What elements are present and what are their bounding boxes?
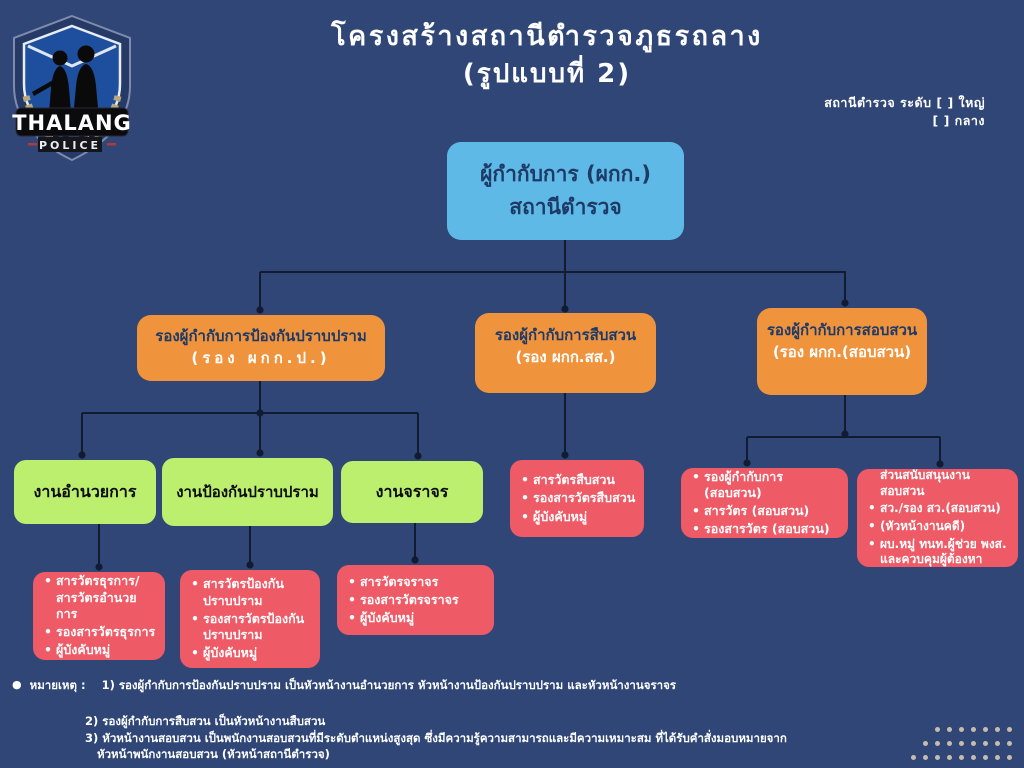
list-item: • รองสารวัตรธุรการ bbox=[43, 624, 157, 640]
station-level-selector bbox=[824, 94, 985, 130]
footnote-1: 1) รองผู้กำกับการป้องกันปราบปราม เป็นหัวหน้างานอำนวยการ หัวหน้างานป้องกันปราบปราม และหัวหน้างานจราจร bbox=[101, 678, 676, 692]
node-deputy-investigation bbox=[475, 313, 656, 393]
node-traffic-unit bbox=[341, 461, 483, 523]
page-title-line2: (รูปแบบที่ 2) bbox=[462, 59, 632, 89]
list-item: • สารวัตรจราจร bbox=[347, 574, 486, 590]
list-item: • รองผู้กำกับการ (สอบสวน) bbox=[691, 469, 840, 502]
list-item: • ผู้บังคับหมู่ bbox=[520, 509, 636, 525]
list-item: • ผู้บังคับหมู่ bbox=[190, 645, 312, 661]
dot-row bbox=[911, 741, 1012, 746]
list-item: • สารวัตรธุรการ/สารวัตรอำนวยการ bbox=[43, 573, 157, 622]
footnotes bbox=[10, 677, 990, 695]
node-prevention-unit-label: งานป้องกันปราบปราม bbox=[176, 483, 319, 501]
list-item: • ผบ.หมู่ ทนท.ผู้ช่วย พงส. และควบคุมผู้ต้องหา bbox=[867, 537, 1010, 568]
logo-title: THALANG bbox=[12, 111, 132, 135]
list-item: • รองสารวัตรป้องกันปราบปราม bbox=[190, 611, 312, 644]
footnote-3-continued: หัวหน้าพนักงานสอบสวน (หัวหน้าสถานีตำรวจ) bbox=[97, 747, 330, 761]
node-deputy-investigation-line1: รองผู้กำกับการสืบสวน bbox=[494, 326, 637, 344]
node-deputy-prevention-line1: รองผู้กำกับการป้องกันปราบปราม bbox=[155, 327, 367, 346]
list-item: • รองสารวัตร (สอบสวน) bbox=[691, 521, 840, 537]
footnote-label: หมายเหตุ : bbox=[29, 678, 86, 692]
node-superintendent-line1: ผู้กำกับการ (ผกก.) bbox=[480, 162, 651, 187]
list-item: • ผู้บังคับหมู่ bbox=[347, 610, 486, 626]
footnote-3: 3) หัวหน้างานสอบสวน เป็นพนักงานสอบสวนที่มีระดับตำแหน่งสูงสุด ซึ่งมีความรู้ความสามารถและมีความเหมาะสม ที่ได้รับคำสั่งมอบหมายจาก bbox=[85, 731, 787, 745]
node-admin-staff bbox=[33, 572, 165, 660]
node-investigation-staff bbox=[510, 460, 644, 537]
node-deputy-inquiry bbox=[757, 308, 927, 395]
node-admin-unit bbox=[14, 460, 156, 524]
node-deputy-inquiry-line2: (รอง ผกก.(สอบสวน) bbox=[772, 342, 912, 361]
inquiry-support-header: ส่วนสนับสนุนงานสอบสวน bbox=[880, 468, 970, 498]
dot-row bbox=[911, 755, 1012, 760]
node-traffic-staff bbox=[337, 565, 494, 635]
station-level-medium: [ ] กลาง bbox=[932, 113, 985, 128]
node-deputy-prevention bbox=[137, 315, 385, 381]
dot-pattern-decoration bbox=[911, 727, 1012, 760]
node-superintendent bbox=[447, 142, 684, 240]
node-deputy-inquiry-line1: รองผู้กำกับการสอบสวน bbox=[766, 321, 918, 339]
page-title bbox=[70, 18, 1024, 92]
dot-row bbox=[911, 727, 1012, 732]
page-title-line1: โครงสร้างสถานีตำรวจภูธรถลาง bbox=[331, 21, 763, 52]
node-inquiry-staff bbox=[681, 468, 848, 538]
list-item: • สารวัตรสืบสวน bbox=[520, 472, 636, 488]
node-deputy-prevention-line2: (รอง ผกก.ป.) bbox=[191, 349, 331, 367]
node-superintendent-line2: สถานีตำรวจ bbox=[509, 195, 622, 219]
list-item: • ผู้บังคับหมู่ bbox=[43, 642, 157, 658]
list-item: • (หัวหน้างานคดี) bbox=[867, 519, 1010, 535]
node-deputy-investigation-line2: (รอง ผกก.สส.) bbox=[515, 347, 616, 366]
list-item: • สว./รอง สว.(สอบสวน) bbox=[867, 501, 1010, 517]
list-item: • สารวัตร (สอบสวน) bbox=[691, 503, 840, 519]
footnote-2: 2) รองผู้กำกับการสืบสวน เป็นหัวหน้างานสืบสวน bbox=[85, 714, 326, 728]
node-admin-unit-label: งานอำนวยการ bbox=[33, 481, 137, 501]
logo-subtitle: POLICE bbox=[38, 139, 102, 152]
node-traffic-unit-label: งานจราจร bbox=[375, 481, 449, 501]
node-prevention-unit bbox=[162, 458, 333, 526]
list-item: • รองสารวัตรสืบสวน bbox=[520, 490, 636, 506]
bullet-icon: ● bbox=[12, 678, 22, 691]
list-item: • รองสารวัตรจราจร bbox=[347, 592, 486, 608]
node-prevention-staff bbox=[180, 570, 320, 668]
node-inquiry-support bbox=[857, 469, 1018, 567]
station-level-large: สถานีตำรวจ ระดับ [ ] ใหญ่ bbox=[824, 95, 985, 110]
list-item: • สารวัตรป้องกันปราบปราม bbox=[190, 576, 312, 609]
